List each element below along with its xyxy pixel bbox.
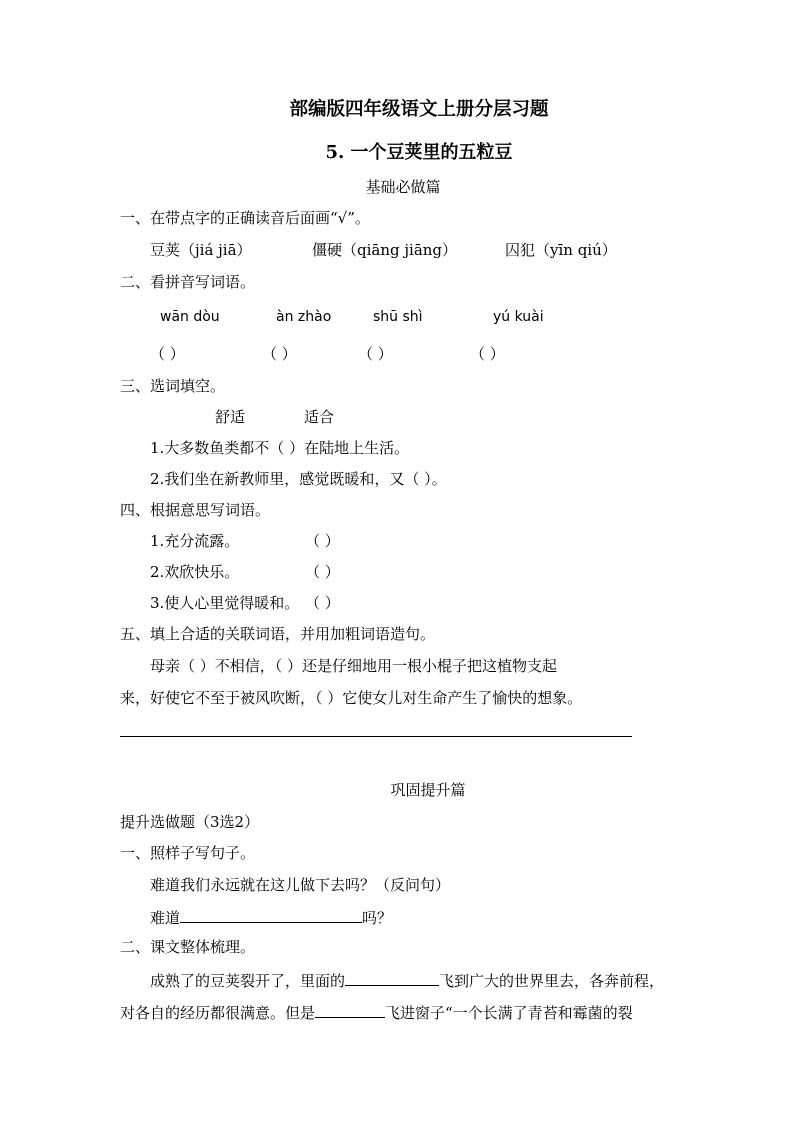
a1-rewrite-line[interactable] bbox=[150, 908, 392, 926]
q2-answer-blank-4[interactable]: （ ） bbox=[470, 345, 505, 363]
a2-line1-text-b: 飞到广大的世界里去，各奔前程， bbox=[439, 972, 665, 990]
q4-answer-blank-3[interactable]: （ ） bbox=[305, 594, 340, 612]
q2-heading: 二、看拼音写词语。 bbox=[120, 273, 256, 291]
q1-item-3: 囚犯（yīn qiú） bbox=[505, 241, 617, 259]
advanced-section-heading: 巩固提升篇 bbox=[390, 781, 466, 799]
q4-item-3: 3.使人心里觉得暖和。 bbox=[150, 594, 300, 612]
q3-sentence-1[interactable]: 1.大多数鱼类都不（ ）在陆地上生活。 bbox=[150, 439, 410, 457]
q5-passage-line-1[interactable]: 母亲（ ）不相信，（ ）还是仔细地用一根小棍子把这植物支起 bbox=[150, 657, 558, 675]
a1-answer-blank[interactable] bbox=[180, 908, 362, 923]
q2-pinyin-1: wān dòu bbox=[160, 309, 220, 325]
q2-pinyin-2: àn zhào bbox=[276, 309, 332, 325]
q4-answer-blank-2[interactable]: （ ） bbox=[305, 563, 340, 581]
a2-passage-line-2 bbox=[120, 1003, 633, 1021]
q3-heading: 三、选词填空。 bbox=[120, 377, 226, 395]
q1-heading: 一、在带点字的正确读音后面画“√”。 bbox=[120, 209, 370, 227]
q4-item-2: 2.欢欣快乐。 bbox=[150, 563, 240, 581]
q2-answer-blank-3[interactable]: （ ） bbox=[358, 345, 393, 363]
q2-answer-blank-1[interactable]: （ ） bbox=[150, 345, 185, 363]
q3-choice-1: 舒适 bbox=[215, 408, 246, 426]
q5-passage-line-2[interactable]: 来，好使它不至于被风吹断，（ ）它使女儿对生命产生了愉快的想象。 bbox=[120, 689, 583, 707]
a2-answer-blank-1[interactable] bbox=[345, 971, 439, 986]
a2-line2-text-b: 飞进窗子“一个长满了青苔和霉菌的裂 bbox=[385, 1004, 633, 1022]
q2-pinyin-4: yú kuài bbox=[493, 309, 544, 325]
q2-answer-blank-2[interactable]: （ ） bbox=[262, 345, 297, 363]
a2-heading: 二、课文整体梳理。 bbox=[120, 938, 256, 956]
q4-item-1: 1.充分流露。 bbox=[150, 532, 240, 550]
a2-answer-blank-2[interactable] bbox=[315, 1003, 385, 1018]
a2-line2-text-a: 对各自的经历都很满意。但是 bbox=[120, 1004, 316, 1022]
a2-line1-text-a: 成熟了的豆荚裂开了，里面的 bbox=[150, 972, 346, 990]
q5-heading: 五、填上合适的关联词语，并用加粗词语造句。 bbox=[120, 625, 436, 643]
a1-suffix: 吗？ bbox=[362, 909, 393, 927]
lesson-title: 5. 一个豆荚里的五粒豆 bbox=[325, 142, 513, 163]
q5-answer-line[interactable] bbox=[120, 736, 632, 737]
a1-heading: 一、照样子写句子。 bbox=[120, 844, 256, 862]
document-title: 部编版四年级语文上册分层习题 bbox=[289, 99, 549, 120]
q1-item-1: 豆荚（jiá jiā） bbox=[150, 241, 252, 259]
a2-passage-line-1 bbox=[150, 971, 664, 989]
basic-section-heading: 基础必做篇 bbox=[365, 178, 441, 196]
q4-answer-blank-1[interactable]: （ ） bbox=[305, 532, 340, 550]
a1-prefix: 难道 bbox=[150, 909, 181, 927]
q3-sentence-2[interactable]: 2.我们坐在新教师里，感觉既暖和，又（ ）。 bbox=[150, 470, 447, 488]
q2-pinyin-3: shū shì bbox=[373, 309, 423, 325]
q3-choice-2: 适合 bbox=[304, 408, 335, 426]
a1-example: 难道我们永远就在这儿做下去吗？（反问句） bbox=[150, 876, 451, 894]
advanced-subheading: 提升选做题（3选2） bbox=[120, 813, 260, 831]
q4-heading: 四、根据意思写词语。 bbox=[120, 501, 271, 519]
q1-item-2: 僵硬（qiāng jiāng） bbox=[312, 241, 458, 259]
